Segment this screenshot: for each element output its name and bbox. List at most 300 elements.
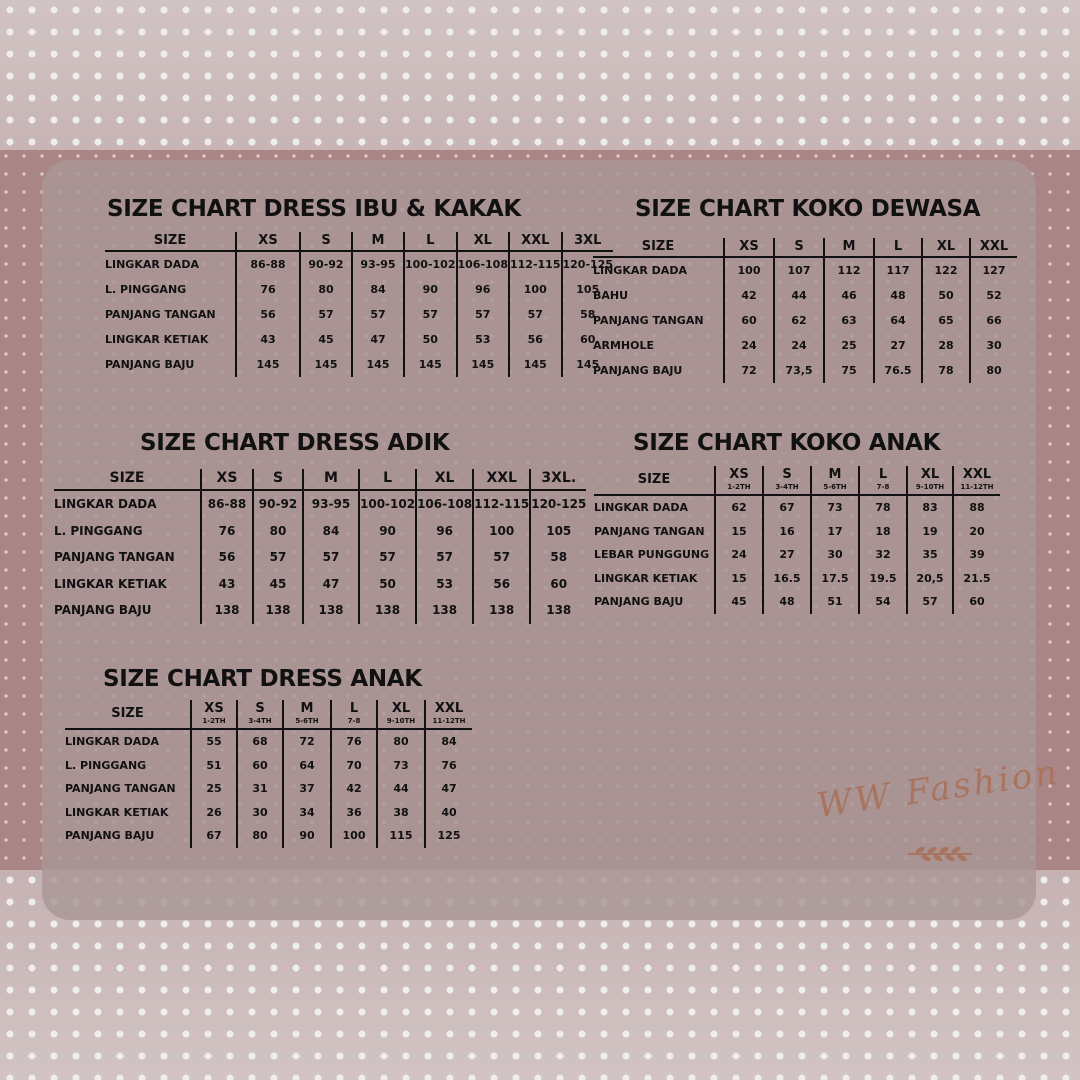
measurement-value: 120-125 <box>562 251 614 277</box>
measurement-label: LEBAR PUNGGUNG <box>594 548 710 562</box>
age-range-label: 3-4TH <box>775 482 799 491</box>
measurement-value: 25 <box>824 333 874 358</box>
measurement-value: 32 <box>859 543 907 567</box>
measurement-value: 53 <box>457 327 510 352</box>
header-label: XS <box>216 470 238 487</box>
measurement-value: 106-108 <box>457 251 510 277</box>
table-row <box>593 283 1017 308</box>
measurement-value: 58 <box>562 302 614 327</box>
size-chart-koko-anak <box>594 430 1000 614</box>
measurement-value: 105 <box>562 277 614 302</box>
header-label: XXL <box>521 232 550 248</box>
measurement-value: 50 <box>359 571 416 598</box>
table-row <box>593 308 1017 333</box>
age-range-label: 1-2TH <box>202 716 226 725</box>
table-row <box>594 495 1000 520</box>
size-header <box>593 238 724 257</box>
header-label: XXL <box>434 701 464 717</box>
size-table <box>54 469 586 624</box>
measurement-value: 40 <box>425 801 472 825</box>
measurement-value: 48 <box>874 283 922 308</box>
measurement-value: 88 <box>953 495 1000 520</box>
size-column-header <box>530 469 586 490</box>
measurement-value: 127 <box>970 257 1017 283</box>
header-label: XL <box>920 467 940 483</box>
measurement-value: 44 <box>377 777 425 801</box>
measurement-value: 83 <box>907 495 953 520</box>
measurement-value: 60 <box>530 571 586 598</box>
measurement-value: 90 <box>283 824 331 848</box>
measurement-value: 117 <box>874 257 922 283</box>
table-row <box>593 333 1017 358</box>
measurement-value: 57 <box>416 544 473 571</box>
header-label: L <box>383 470 392 487</box>
table-row <box>54 597 586 624</box>
header-label: XL <box>473 232 492 248</box>
measurement-value: 51 <box>191 754 237 778</box>
header-label: XL <box>391 701 411 717</box>
measurement-value: 73,5 <box>774 358 824 383</box>
measurement-value: 145 <box>562 352 614 377</box>
measurement-label: LINGKAR KETIAK <box>54 576 167 591</box>
measurement-value: 68 <box>237 729 283 754</box>
measurement-value: 57 <box>253 544 303 571</box>
measurement-label: LINGKAR KETIAK <box>594 571 698 585</box>
header-label: S <box>255 701 265 717</box>
measurement-value: 86-88 <box>201 490 253 518</box>
measurement-value: 50 <box>922 283 970 308</box>
measurement-value: 25 <box>191 777 237 801</box>
measurement-value: 76 <box>201 518 253 545</box>
measurement-value: 90 <box>404 277 457 302</box>
measurement-value: 15 <box>715 520 763 544</box>
measurement-value: 100-102 <box>404 251 457 277</box>
measurement-value: 51 <box>811 590 859 614</box>
header-row <box>594 466 1000 495</box>
table-row <box>65 729 472 754</box>
measurement-value: 18 <box>859 520 907 544</box>
measurement-label: PANJANG TANGAN <box>594 524 705 538</box>
measurement-value: 80 <box>377 729 425 754</box>
measurement-value: 86-88 <box>236 251 300 277</box>
measurement-value: 62 <box>774 308 824 333</box>
measurement-value: 145 <box>352 352 404 377</box>
measurement-value: 78 <box>859 495 907 520</box>
age-range-label: 11-12TH <box>960 482 994 491</box>
age-range-label: 9-10TH <box>386 716 416 725</box>
size-column-header <box>303 469 359 490</box>
header-label: XL <box>434 470 455 487</box>
measurement-value: 53 <box>416 571 473 598</box>
measurement-label: L. PINGGANG <box>105 283 187 296</box>
header-row <box>105 232 613 251</box>
measurement-value: 45 <box>715 590 763 614</box>
header-label: SIZE <box>111 705 144 721</box>
measurement-value: 84 <box>303 518 359 545</box>
measurement-value: 76 <box>425 754 472 778</box>
lace-border-top <box>0 0 1080 170</box>
size-chart-dress-anak <box>65 666 472 848</box>
header-label: S <box>782 467 792 483</box>
measurement-label: LINGKAR DADA <box>105 258 199 271</box>
measurement-value: 35 <box>907 543 953 567</box>
measurement-value: 55 <box>191 729 237 754</box>
size-column-header <box>724 238 774 257</box>
chart-title: SIZE CHART DRESS IBU & KAKAK <box>107 196 521 222</box>
age-range-label: 1-2TH <box>727 482 751 491</box>
header-label: M <box>300 701 314 717</box>
measurement-value: 66 <box>970 308 1017 333</box>
measurement-value: 73 <box>811 495 859 520</box>
measurement-value: 76.5 <box>874 358 922 383</box>
measurement-label: PANJANG TANGAN <box>593 314 704 327</box>
size-column-header <box>922 238 970 257</box>
size-column-header <box>907 466 953 495</box>
measurement-value: 57 <box>359 544 416 571</box>
measurement-label: PANJANG TANGAN <box>54 550 175 565</box>
age-range-label: 7-8 <box>876 482 890 491</box>
measurement-value: 93-95 <box>352 251 404 277</box>
size-chart-ibu-kakak <box>105 196 613 377</box>
measurement-value: 107 <box>774 257 824 283</box>
measurement-value: 80 <box>970 358 1017 383</box>
measurement-value: 138 <box>253 597 303 624</box>
measurement-value: 80 <box>253 518 303 545</box>
measurement-value: 24 <box>774 333 824 358</box>
table-row <box>54 544 586 571</box>
age-range-label: 3-4TH <box>248 716 272 725</box>
measurement-value: 67 <box>763 495 811 520</box>
measurement-value: 112-115 <box>473 490 530 518</box>
table-row <box>54 490 586 518</box>
measurement-value: 76 <box>236 277 300 302</box>
age-range-label: 9-10TH <box>915 482 945 491</box>
header-label: S <box>794 238 804 254</box>
size-column-header <box>377 700 425 729</box>
measurement-label: ARMHOLE <box>593 339 655 352</box>
table-row <box>594 567 1000 591</box>
measurement-label: PANJANG BAJU <box>105 358 195 371</box>
measurement-value: 57 <box>473 544 530 571</box>
measurement-value: 112-115 <box>509 251 562 277</box>
header-label: SIZE <box>109 470 145 487</box>
measurement-value: 43 <box>201 571 253 598</box>
table-row <box>105 277 613 302</box>
measurement-value: 30 <box>811 543 859 567</box>
measurement-value: 30 <box>970 333 1017 358</box>
measurement-value: 45 <box>300 327 352 352</box>
size-column-header <box>201 469 253 490</box>
table-row <box>105 327 613 352</box>
size-column-header <box>416 469 473 490</box>
measurement-value: 90 <box>359 518 416 545</box>
measurement-label: LINGKAR DADA <box>593 264 687 277</box>
measurement-label: LINGKAR KETIAK <box>105 333 209 346</box>
size-column-header <box>404 232 457 251</box>
header-label: XS <box>204 701 224 717</box>
header-label: XS <box>258 232 278 248</box>
measurement-value: 24 <box>724 333 774 358</box>
size-column-header <box>191 700 237 729</box>
header-row <box>65 700 472 729</box>
measurement-value: 138 <box>416 597 473 624</box>
measurement-value: 64 <box>874 308 922 333</box>
measurement-value: 47 <box>303 571 359 598</box>
size-column-header <box>509 232 562 251</box>
measurement-value: 45 <box>253 571 303 598</box>
header-label: L <box>426 232 435 248</box>
size-column-header <box>236 232 300 251</box>
chart-title: SIZE CHART DRESS ANAK <box>103 666 422 692</box>
header-label: M <box>371 232 385 248</box>
header-label: XXL <box>486 470 517 487</box>
size-column-header <box>253 469 303 490</box>
size-header <box>54 469 201 490</box>
measurement-value: 100 <box>473 518 530 545</box>
measurement-value: 75 <box>824 358 874 383</box>
size-column-header <box>331 700 377 729</box>
measurement-value: 138 <box>473 597 530 624</box>
measurement-value: 17.5 <box>811 567 859 591</box>
measurement-value: 26 <box>191 801 237 825</box>
measurement-value: 100 <box>509 277 562 302</box>
age-range-label: 5-6TH <box>823 482 847 491</box>
measurement-value: 31 <box>237 777 283 801</box>
measurement-value: 30 <box>237 801 283 825</box>
size-column-header <box>359 469 416 490</box>
measurement-value: 42 <box>331 777 377 801</box>
measurement-value: 57 <box>509 302 562 327</box>
measurement-value: 84 <box>352 277 404 302</box>
measurement-value: 145 <box>509 352 562 377</box>
table-row <box>54 518 586 545</box>
age-range-label: 11-12TH <box>432 716 466 725</box>
leaf-branch-icon <box>820 780 1030 870</box>
measurement-value: 122 <box>922 257 970 283</box>
header-label: M <box>324 470 338 487</box>
measurement-value: 54 <box>859 590 907 614</box>
size-column-header <box>763 466 811 495</box>
header-label: L <box>878 467 888 483</box>
measurement-label: PANJANG TANGAN <box>65 782 176 796</box>
measurement-value: 44 <box>774 283 824 308</box>
measurement-value: 57 <box>907 590 953 614</box>
measurement-value: 37 <box>283 777 331 801</box>
size-header <box>65 700 191 729</box>
measurement-label: BAHU <box>593 289 629 302</box>
measurement-value: 78 <box>922 358 970 383</box>
table-row <box>65 801 472 825</box>
chart-title: SIZE CHART KOKO DEWASA <box>635 196 981 222</box>
measurement-label: PANJANG BAJU <box>594 595 684 609</box>
header-label: XS <box>739 238 759 254</box>
measurement-value: 96 <box>416 518 473 545</box>
measurement-label: PANJANG BAJU <box>65 829 155 843</box>
measurement-value: 72 <box>724 358 774 383</box>
measurement-value: 80 <box>300 277 352 302</box>
measurement-value: 62 <box>715 495 763 520</box>
header-label: L <box>349 701 359 717</box>
chart-title: SIZE CHART DRESS ADIK <box>140 430 450 456</box>
measurement-value: 20 <box>953 520 1000 544</box>
measurement-value: 60 <box>953 590 1000 614</box>
measurement-value: 42 <box>724 283 774 308</box>
measurement-value: 27 <box>874 333 922 358</box>
measurement-label: PANJANG TANGAN <box>105 308 216 321</box>
measurement-value: 145 <box>457 352 510 377</box>
size-table <box>105 232 613 377</box>
header-label: L <box>893 238 903 254</box>
size-column-header <box>811 466 859 495</box>
measurement-value: 57 <box>352 302 404 327</box>
measurement-value: 16.5 <box>763 567 811 591</box>
size-column-header <box>283 700 331 729</box>
size-column-header <box>473 469 530 490</box>
measurement-value: 115 <box>377 824 425 848</box>
measurement-value: 112 <box>824 257 874 283</box>
measurement-value: 63 <box>824 308 874 333</box>
measurement-value: 67 <box>191 824 237 848</box>
header-label: XXL <box>979 238 1009 254</box>
measurement-value: 105 <box>530 518 586 545</box>
table-row <box>54 571 586 598</box>
measurement-value: 76 <box>331 729 377 754</box>
measurement-value: 48 <box>763 590 811 614</box>
size-column-header <box>859 466 907 495</box>
measurement-value: 138 <box>303 597 359 624</box>
measurement-value: 19.5 <box>859 567 907 591</box>
table-row <box>65 754 472 778</box>
measurement-value: 65 <box>922 308 970 333</box>
measurement-value: 56 <box>201 544 253 571</box>
size-column-header <box>457 232 510 251</box>
header-label: XS <box>729 467 749 483</box>
measurement-value: 64 <box>283 754 331 778</box>
measurement-value: 138 <box>359 597 416 624</box>
measurement-value: 90-92 <box>253 490 303 518</box>
measurement-value: 16 <box>763 520 811 544</box>
measurement-value: 39 <box>953 543 1000 567</box>
header-row <box>54 469 586 490</box>
measurement-value: 100 <box>331 824 377 848</box>
measurement-value: 56 <box>509 327 562 352</box>
measurement-value: 47 <box>425 777 472 801</box>
measurement-value: 57 <box>404 302 457 327</box>
chart-title: SIZE CHART KOKO ANAK <box>633 430 941 456</box>
size-column-header <box>874 238 922 257</box>
measurement-value: 145 <box>236 352 300 377</box>
measurement-value: 47 <box>352 327 404 352</box>
measurement-value: 58 <box>530 544 586 571</box>
measurement-value: 17 <box>811 520 859 544</box>
logo-text: WW Fashion <box>814 752 1063 826</box>
measurement-value: 43 <box>236 327 300 352</box>
measurement-value: 60 <box>562 327 614 352</box>
measurement-value: 138 <box>201 597 253 624</box>
measurement-value: 19 <box>907 520 953 544</box>
measurement-value: 100-102 <box>359 490 416 518</box>
size-header <box>105 232 236 251</box>
measurement-value: 57 <box>300 302 352 327</box>
header-label: XXL <box>962 467 992 483</box>
size-column-header <box>774 238 824 257</box>
measurement-value: 60 <box>237 754 283 778</box>
table-row <box>105 251 613 277</box>
measurement-value: 27 <box>763 543 811 567</box>
measurement-value: 56 <box>473 571 530 598</box>
age-range-label: 7-8 <box>347 716 361 725</box>
table-row <box>65 824 472 848</box>
measurement-label: LINGKAR DADA <box>65 735 159 749</box>
size-column-header <box>715 466 763 495</box>
measurement-value: 106-108 <box>416 490 473 518</box>
measurement-value: 90-92 <box>300 251 352 277</box>
measurement-label: LINGKAR DADA <box>54 497 157 512</box>
table-row <box>594 543 1000 567</box>
header-label: SIZE <box>637 471 671 487</box>
size-chart-dress-adik <box>54 430 587 624</box>
brand-logo <box>814 752 1063 870</box>
size-chart-koko-dewasa <box>593 196 1017 383</box>
measurement-value: 52 <box>970 283 1017 308</box>
size-column-header <box>352 232 404 251</box>
measurement-label: L. PINGGANG <box>54 523 143 538</box>
measurement-value: 145 <box>404 352 457 377</box>
size-column-header <box>953 466 1000 495</box>
size-header <box>594 466 715 495</box>
measurement-value: 34 <box>283 801 331 825</box>
table-row <box>65 777 472 801</box>
size-table <box>593 238 1017 383</box>
size-table <box>594 466 1000 614</box>
measurement-value: 36 <box>331 801 377 825</box>
measurement-value: 145 <box>300 352 352 377</box>
measurement-value: 84 <box>425 729 472 754</box>
size-column-header <box>970 238 1017 257</box>
measurement-value: 96 <box>457 277 510 302</box>
measurement-label: PANJANG BAJU <box>593 364 683 377</box>
measurement-label: L. PINGGANG <box>65 758 147 772</box>
measurement-value: 73 <box>377 754 425 778</box>
measurement-value: 72 <box>283 729 331 754</box>
header-label: SIZE <box>641 238 675 254</box>
measurement-value: 120-125 <box>530 490 586 518</box>
measurement-value: 57 <box>457 302 510 327</box>
measurement-value: 46 <box>824 283 874 308</box>
measurement-value: 50 <box>404 327 457 352</box>
header-label: SIZE <box>153 232 187 248</box>
header-label: M <box>842 238 856 254</box>
header-label: 3XL. <box>541 470 577 487</box>
measurement-value: 56 <box>236 302 300 327</box>
measurement-value: 57 <box>303 544 359 571</box>
table-row <box>594 520 1000 544</box>
measurement-value: 20,5 <box>907 567 953 591</box>
measurement-value: 28 <box>922 333 970 358</box>
measurement-value: 70 <box>331 754 377 778</box>
header-label: S <box>272 470 284 487</box>
header-label: S <box>321 232 331 248</box>
measurement-value: 21.5 <box>953 567 1000 591</box>
size-column-header <box>824 238 874 257</box>
measurement-value: 93-95 <box>303 490 359 518</box>
measurement-label: LINGKAR KETIAK <box>65 805 169 819</box>
measurement-value: 38 <box>377 801 425 825</box>
measurement-value: 80 <box>237 824 283 848</box>
measurement-value: 60 <box>724 308 774 333</box>
size-column-header <box>425 700 472 729</box>
measurement-value: 125 <box>425 824 472 848</box>
